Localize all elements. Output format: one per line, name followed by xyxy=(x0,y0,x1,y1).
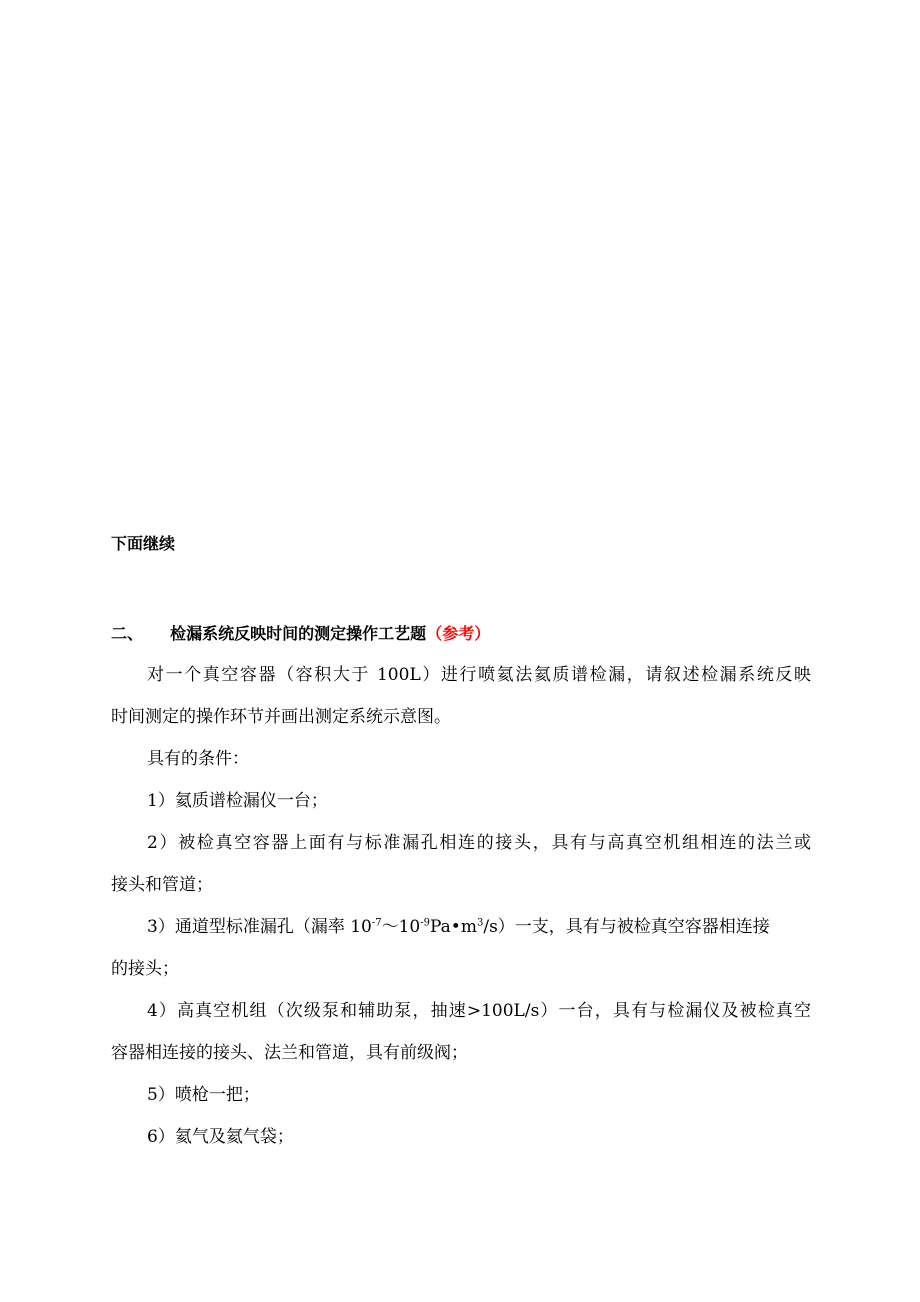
section-tag: （参考） xyxy=(426,624,491,643)
item3-unit: Pa•m xyxy=(430,917,477,937)
section-title: 检漏系统反映时间的测定操作工艺题 xyxy=(170,624,427,643)
list-item-5: 5）喷枪一把； xyxy=(147,1085,260,1105)
list-item-2-line-1: 2）被检真空容器上面有与标准漏孔相连的接头，具有与高真空机组相连的法兰或 xyxy=(147,833,811,853)
item3-suffix: /s）一支，具有与被检真空容器相连接 xyxy=(483,917,770,937)
list-item-3-line-2: 的接头； xyxy=(111,959,179,979)
list-item-3-line-1 xyxy=(147,916,770,938)
intro-line-2: 时间测定的操作环节并画出测定系统示意图。 xyxy=(111,707,451,727)
list-item-1: 1）氦质谱检漏仪一台； xyxy=(147,791,328,811)
item3-exponent-2: -9 xyxy=(420,917,430,929)
item3-exponent-3: 3 xyxy=(476,917,484,929)
continue-label: 下面继续 xyxy=(111,534,176,553)
item3-middle: ～10 xyxy=(381,917,421,937)
list-item-4-line-1: 4）高真空机组（次级泵和辅助泵，抽速>100L/s）一台，具有与检漏仪及被检真空 xyxy=(147,1001,811,1021)
intro-line-1: 对一个真空容器（容积大于 100L）进行喷氦法氦质谱检漏，请叙述检漏系统反映 xyxy=(147,665,811,685)
section-heading xyxy=(111,623,490,645)
list-item-4-line-2: 容器相连接的接头、法兰和管道，具有前级阀； xyxy=(111,1043,468,1063)
conditions-heading: 具有的条件： xyxy=(147,749,249,769)
list-item-6: 6）氦气及氦气袋； xyxy=(147,1127,294,1147)
item3-prefix: 3）通道型标准漏孔（漏率 10 xyxy=(147,917,372,937)
item3-exponent-1: -7 xyxy=(371,917,382,929)
list-item-2-line-2: 接头和管道； xyxy=(111,875,213,895)
section-number: 二、 xyxy=(111,624,144,643)
